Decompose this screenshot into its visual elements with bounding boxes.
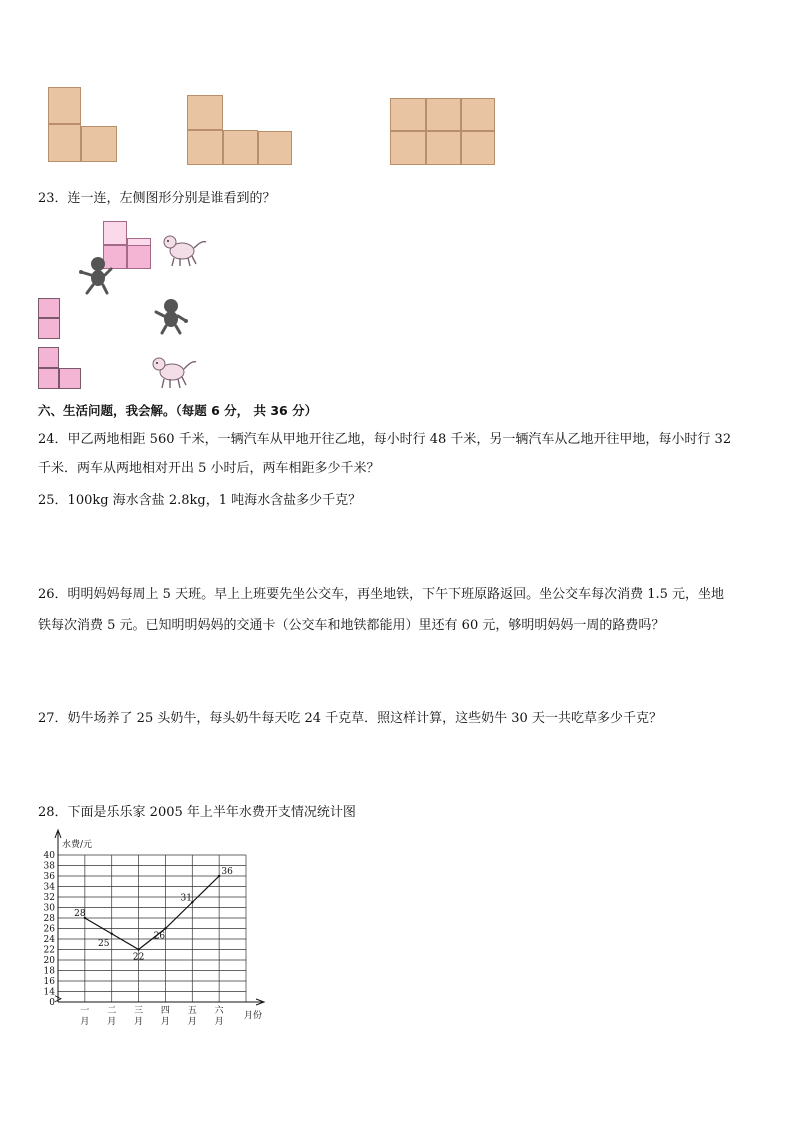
- y-tick-label: 22: [43, 945, 55, 956]
- x-tick-label: 月: [107, 1017, 117, 1027]
- y-tick-label: 14: [43, 987, 55, 998]
- data-label: 36: [221, 867, 233, 877]
- y-tick-label: 18: [43, 966, 55, 977]
- question-26-line1: 26．明明妈妈每周上 5 天班。早上上班要先坐公交车，再坐地铁，下午下班原路返回。坐公交车每次消费 1.5 元，坐地: [38, 587, 725, 602]
- y-tick-label: 38: [43, 861, 55, 872]
- question-24-line1: 24．甲乙两地相距 560 千米，一辆汽车从甲地开往乙地，每小时行 48 千米，另一辆汽车从乙地开往甲地，每小时行 32: [38, 432, 732, 447]
- question-26-line2: 铁每次消费 5 元。已知明明妈妈的交通卡（公交车和地铁都能用）里还有 60 元，够明明妈妈一周的路费吗？: [38, 618, 665, 633]
- x-tick-label: 六: [214, 1006, 224, 1016]
- data-label: 28: [74, 909, 86, 919]
- x-tick-label: 月: [214, 1017, 224, 1027]
- y-tick-label: 26: [43, 924, 55, 935]
- x-tick-label: 月: [160, 1017, 170, 1027]
- y-tick-label: 40: [43, 851, 55, 861]
- x-tick-label: 二: [107, 1006, 117, 1016]
- y-tick-label: 36: [43, 872, 55, 882]
- question-27: 27．奶牛场养了 25 头奶牛，每头奶牛每天吃 24 千克草．照这样计算，这些奶牛 30 天一共吃草多少千克？: [38, 711, 662, 726]
- x-tick-label: 月: [187, 1017, 197, 1027]
- x-tick-label: 四: [160, 1006, 170, 1016]
- y-tick-label: 28: [43, 914, 55, 924]
- question-23: 23．连一连，左侧图形分别是谁看到的？: [38, 191, 276, 206]
- y-axis-label: 水费/元: [62, 840, 93, 850]
- data-label: 31: [180, 893, 193, 904]
- data-label: 22: [132, 952, 145, 963]
- data-point: [218, 875, 220, 877]
- y-tick-label: 0: [49, 998, 55, 1008]
- y-tick-label: 32: [43, 893, 55, 903]
- y-tick-label: 24: [43, 935, 55, 945]
- x-tick-label: 月: [134, 1017, 144, 1027]
- x-tick-label: 五: [187, 1006, 197, 1016]
- data-label: 26: [153, 931, 166, 942]
- y-tick-label: 16: [43, 977, 55, 987]
- data-point: [137, 948, 139, 950]
- x-tick-label: 一: [80, 1006, 90, 1016]
- y-tick-label: 30: [43, 903, 55, 914]
- data-point: [111, 933, 113, 935]
- section-6-heading: 六、生活问题，我会解。（每题 6 分， 共 36 分）: [38, 403, 318, 418]
- y-tick-label: 34: [43, 882, 55, 893]
- x-tick-label: 月: [80, 1017, 90, 1027]
- y-tick-label: 20: [43, 956, 55, 966]
- question-24-line2: 千米．两车从两地相对开出 5 小时后，两车相距多少千米？: [38, 461, 380, 476]
- data-point: [164, 927, 166, 929]
- question-25: 25．100kg 海水含盐 2.8kg，1 吨海水含盐多少千克？: [38, 493, 362, 508]
- x-axis-label: 月份: [244, 1011, 263, 1021]
- question-28: 28．下面是乐乐家 2005 年上半年水费开支情况统计图: [38, 805, 356, 820]
- data-label: 25: [97, 938, 110, 949]
- x-tick-label: 三: [134, 1006, 144, 1016]
